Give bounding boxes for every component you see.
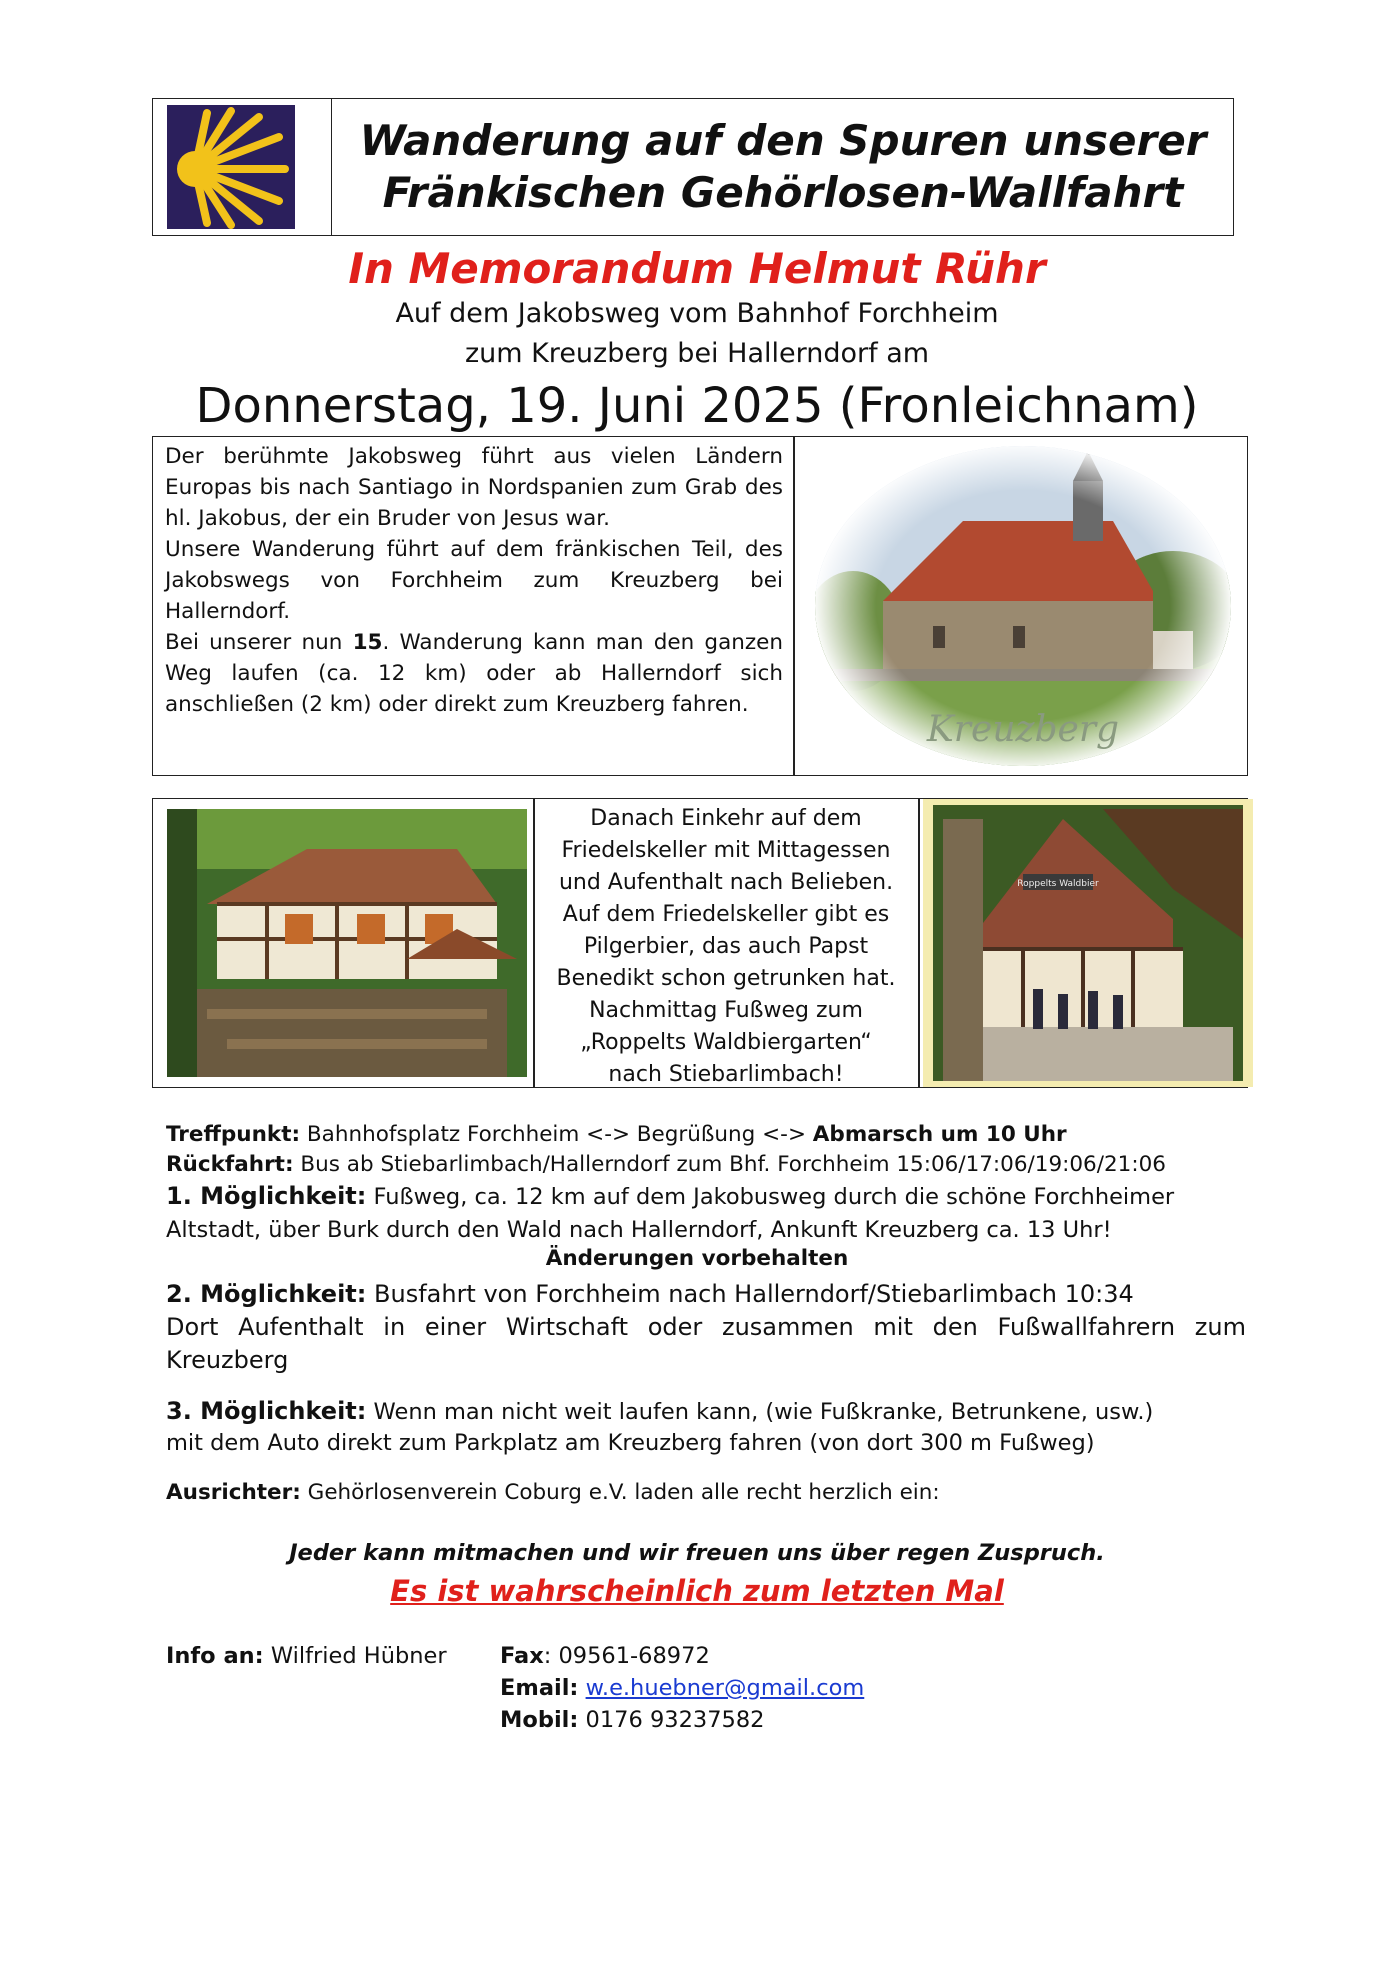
middle-line: Danach Einkehr auf dem [590,806,862,831]
middle-line: Pilgerbier, das auch Papst [583,934,869,959]
intro-p3-end: . Wanderung kann man den ganzen Weg laufen (ca. 12 km) oder ab Hallerndorf sich anschließen (2 km) oder direkt zum Kreuzberg fahren. [165,630,784,717]
middle-line: Benedikt schon getrunken hat. [556,966,896,991]
invitation-note: Jeder kann mitmachen und wir freuen uns über regen Zuspruch. [289,1540,1105,1566]
subtitle-line1: Auf dem Jakobsweg vom Bahnhof Forchheim [395,298,999,329]
roppelt-sign: Roppelts Waldbier [1017,879,1099,889]
info-label: Info an: [166,1643,264,1669]
fax-value: : 09561-68972 [543,1643,710,1669]
subtitle-line2: zum Kreuzberg bei Hallerndorf am [464,338,930,369]
header-title-line1: Wanderung auf den Spuren unserer [359,116,1207,165]
memorandum-heading: In Memorandum Helmut Rühr [348,244,1046,293]
moeglichkeit-2-line2: Dort Aufenthalt in einer Wirtschaft oder zusammen mit den Fußwallfahrern zum Kreuzberg [166,1313,1246,1374]
church-caption: Kreuzberg [926,709,1120,750]
middle-line: Friedelskeller mit Mittagessen [561,838,891,863]
last-time-note: Es ist wahrscheinlich zum letzten Mal [390,1574,1004,1608]
middle-text [539,803,913,1091]
intro-divider [793,437,795,775]
roppelts-waldbiergarten-photo [923,799,1253,1087]
moeglichkeit-3-line1: Wenn man nicht weit laufen kann, (wie Fußkranke, Betrunkene, usw.) [366,1399,1154,1425]
intro-text [165,441,783,720]
moeglichkeit-3 [166,1396,1246,1459]
friedelskeller-photo [167,809,527,1077]
fax-label: Fax [500,1643,544,1669]
header-box [152,98,1234,236]
abmarsch-time: Abmarsch um 10 Uhr [812,1122,1067,1147]
moeglichkeit-1 [166,1180,1246,1247]
event-date: Donnerstag, 19. Juni 2025 (Fronleichnam) [195,378,1199,434]
aenderungen-note: Änderungen vorbehalten [545,1246,849,1271]
email-line [500,1672,864,1704]
treffpunkt-text: Bahnhofsplatz Forchheim <-> Begrüßung <-> [300,1122,813,1147]
intro-p3-number: 15 [352,630,383,655]
intro-paragraph-2: Unsere Wanderung führt auf dem fränkischen Teil, des Jakobswegs von Forchheim zum Kreuzberg bei Hallerndorf. [165,537,783,624]
mobil-label: Mobil: [500,1707,579,1733]
moeglichkeit-2 [166,1278,1246,1377]
fax-line [500,1640,864,1672]
ausrichter-label: Ausrichter: [166,1480,301,1505]
treffpunkt-line [166,1120,1067,1150]
moeglichkeit-2-line1: Busfahrt von Forchheim nach Hallerndorf/Stiebarlimbach 10:34 [366,1280,1134,1308]
middle-line: „Roppelts Waldbiergarten“ [580,1030,872,1055]
moeglichkeit-3-line2: mit dem Auto direkt zum Parkplatz am Kreuzberg fahren (von dort 300 m Fußweg) [166,1430,1095,1456]
email-link[interactable]: w.e.huebner@gmail.com [585,1675,865,1701]
intro-box [152,436,1248,776]
middle-line: Auf dem Friedelskeller gibt es [562,902,890,927]
moeglichkeit-3-label: 3. Möglichkeit: [166,1397,367,1425]
mobil-line [500,1704,864,1736]
contact-info [166,1640,447,1672]
intro-paragraph-3 [165,627,783,720]
moeglichkeit-1-label: 1. Möglichkeit: [166,1182,367,1210]
intro-paragraph-1: Der berühmte Jakobsweg führt aus vielen Ländern Europas bis nach Santiago in Nordspanien zum Grab des hl. Jakobus, der ein Bruder von Jesus war. [165,444,783,531]
middle-line: Nachmittag Fußweg zum [589,998,863,1023]
email-label: Email: [500,1675,579,1701]
header-title-line2: Fränkischen Gehörlosen-Wallfahrt [382,168,1184,217]
middle-box [152,798,1248,1088]
logo-cell [153,99,332,235]
middle-line: und Aufenthalt nach Belieben. [558,870,894,895]
info-name: Wilfried Hübner [263,1643,447,1669]
rueckfahrt-line [166,1150,1166,1180]
ausrichter-text: Gehörlosenverein Coburg e.V. laden alle recht herzlich ein: [300,1480,940,1505]
rueckfahrt-label: Rückfahrt: [166,1152,294,1177]
moeglichkeit-1-text: Fußweg, ca. 12 km auf dem Jakobusweg durch die schöne Forchheimer Altstadt, über Burk durch den Wald nach Hallerndorf, Ankunft Kreuzberg ca. 13 Uhr! [166,1184,1175,1243]
ausrichter-line [166,1478,940,1508]
header-title [333,99,1233,235]
scallop-shell-logo [167,105,295,229]
middle-divider-2 [918,799,920,1087]
kreuzberg-church-photo [813,441,1233,771]
treffpunkt-label: Treffpunkt: [166,1122,301,1147]
middle-divider-1 [533,799,535,1087]
mobil-value: 0176 93237582 [578,1707,765,1733]
moeglichkeit-2-label: 2. Möglichkeit: [166,1280,367,1308]
middle-line: nach Stiebarlimbach! [608,1062,844,1087]
rueckfahrt-text: Bus ab Stiebarlimbach/Hallerndorf zum Bhf. Forchheim 15:06/17:06/19:06/21:06 [293,1152,1166,1177]
contact-details [500,1640,864,1736]
intro-p3-start: Bei unserer nun [165,630,353,655]
